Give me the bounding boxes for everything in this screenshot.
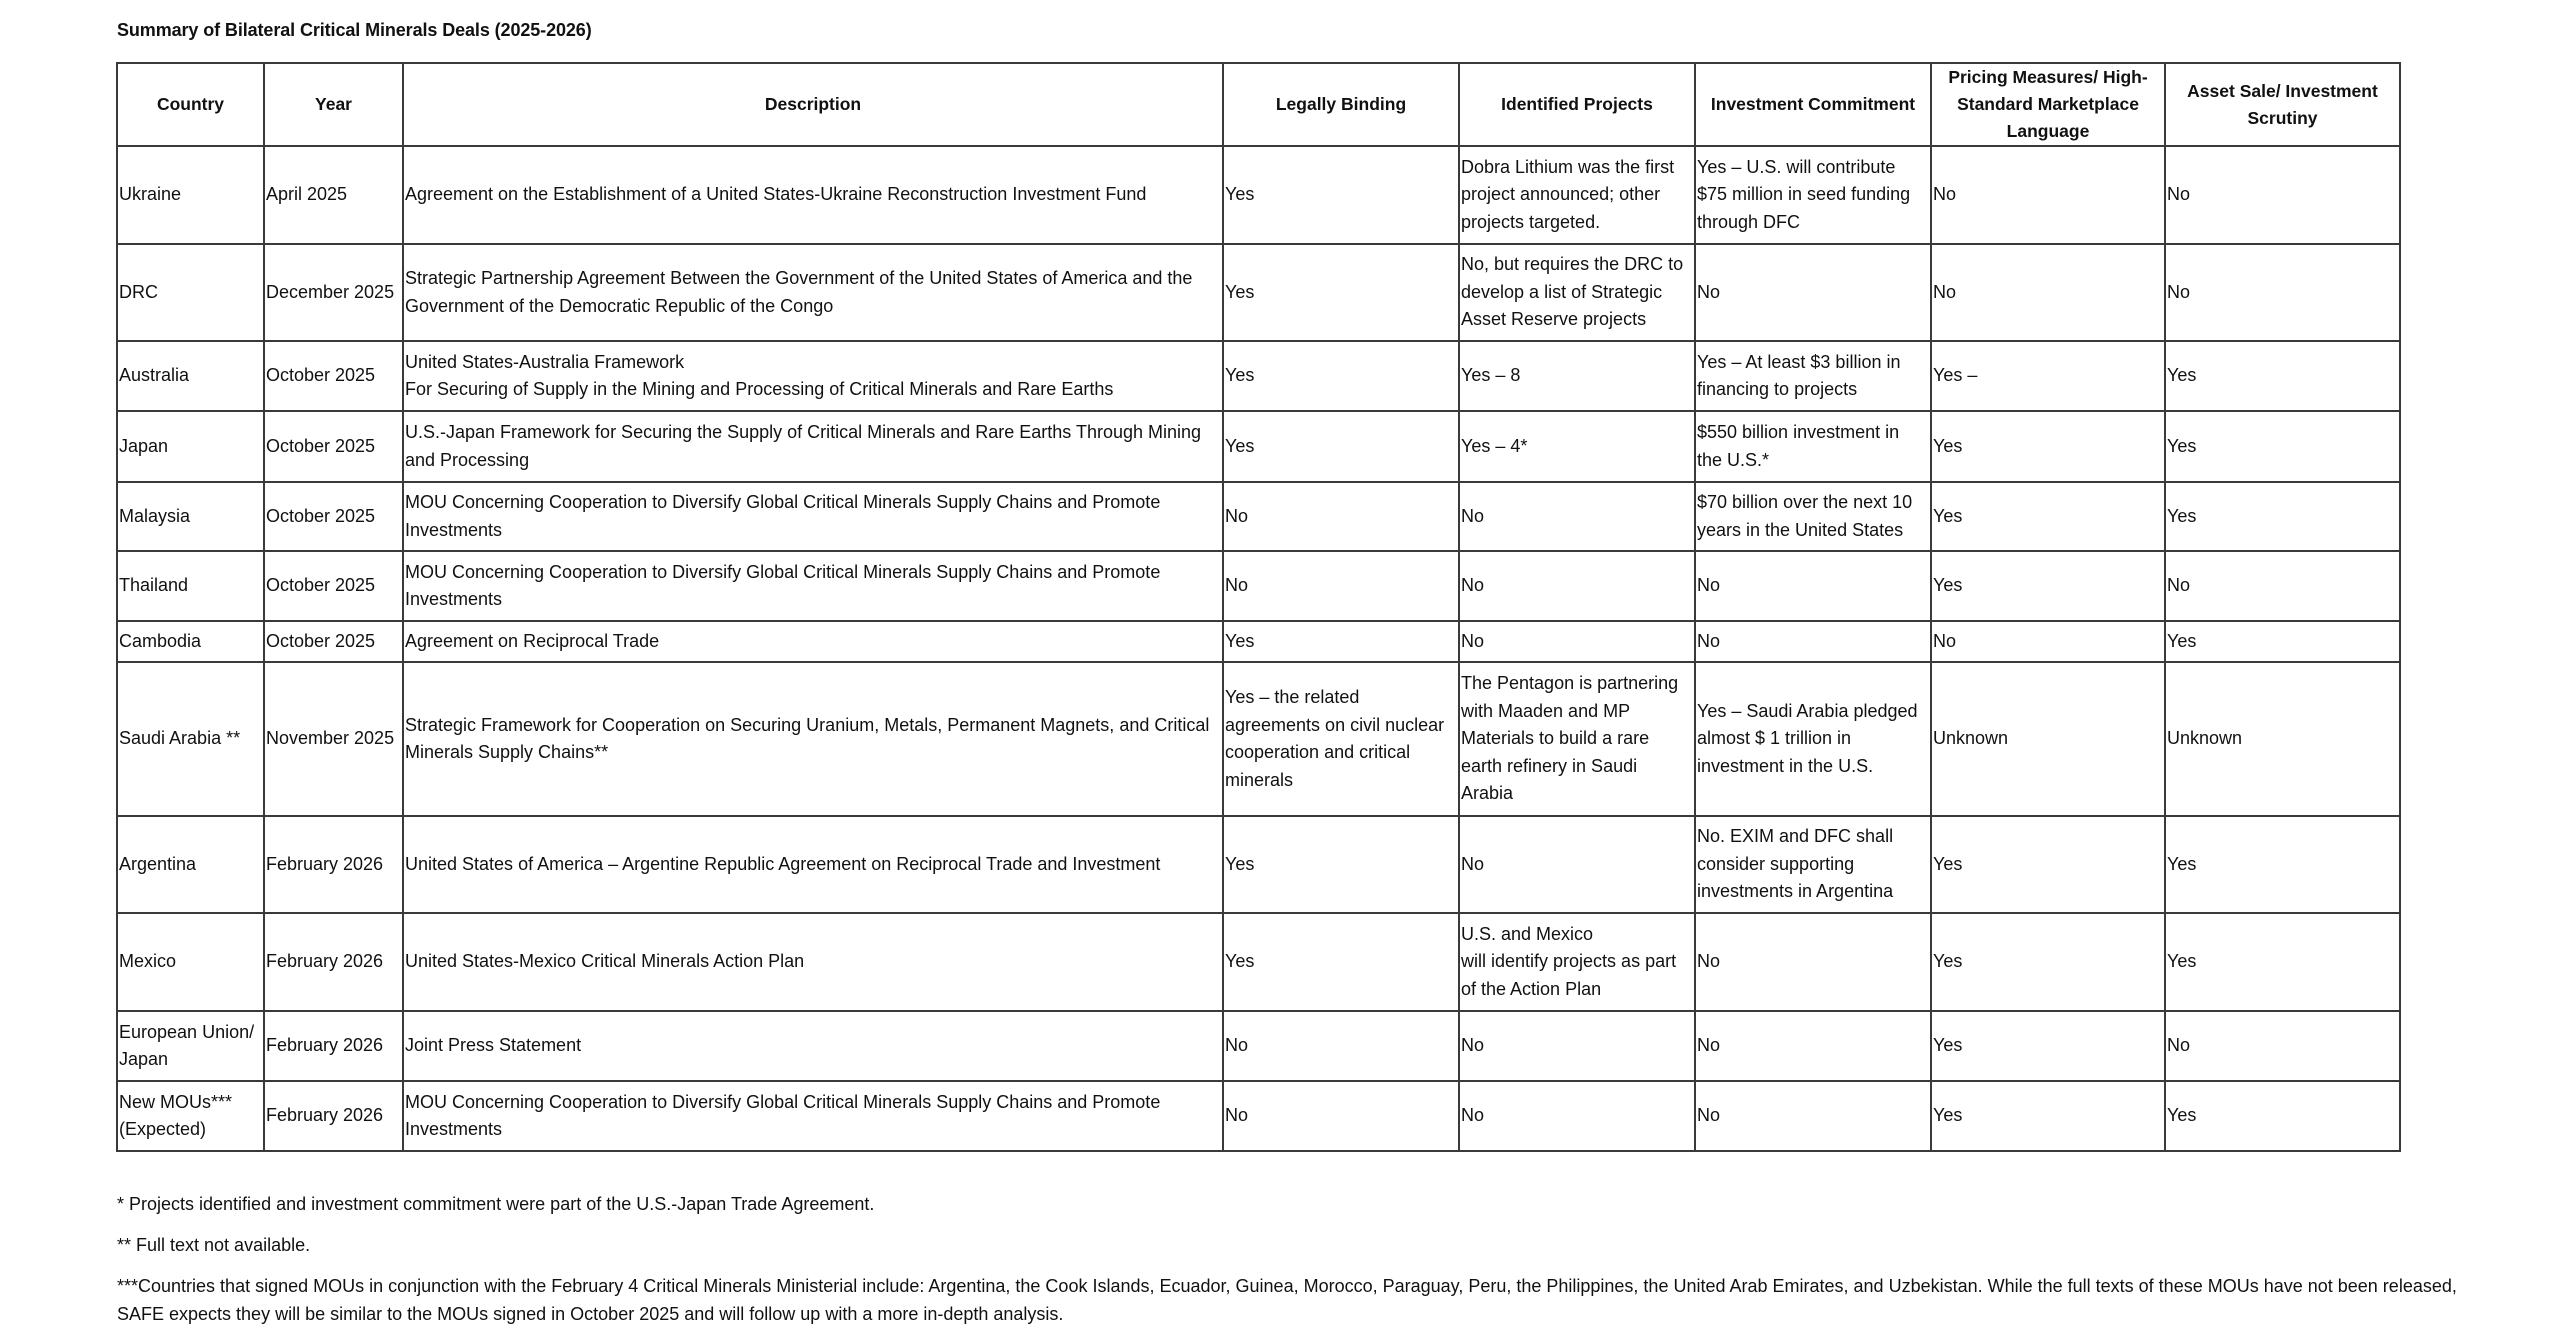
cell-legally-binding: Yes [1223, 816, 1459, 913]
cell-investment-commitment: No [1695, 1011, 1931, 1081]
cell-investment-commitment: No [1695, 1081, 1931, 1151]
table-row [117, 1081, 2400, 1151]
cell-asset-sale-scrutiny: Yes [2165, 482, 2400, 551]
cell-legally-binding: Yes [1223, 913, 1459, 1011]
cell-legally-binding: Yes [1223, 411, 1459, 482]
cell-asset-sale-scrutiny: Yes [2165, 621, 2400, 662]
cell-description: MOU Concerning Cooperation to Diversify Global Critical Minerals Supply Chains and Promote Investments [403, 551, 1223, 621]
cell-asset-sale-scrutiny: No [2165, 244, 2400, 341]
cell-year: February 2026 [264, 1011, 403, 1081]
cell-year: November 2025 [264, 662, 403, 816]
table-row [117, 816, 2400, 913]
cell-legally-binding: No [1223, 482, 1459, 551]
cell-year: February 2026 [264, 1081, 403, 1151]
cell-description: United States of America – Argentine Republic Agreement on Reciprocal Trade and Investment [403, 816, 1223, 913]
cell-description: MOU Concerning Cooperation to Diversify Global Critical Minerals Supply Chains and Promote Investments [403, 1081, 1223, 1151]
cell-identified-projects: No [1459, 482, 1695, 551]
cell-asset-sale-scrutiny: No [2165, 146, 2400, 244]
cell-pricing-measures: Yes [1931, 1081, 2165, 1151]
deals-table [116, 62, 2401, 1152]
table-row [117, 621, 2400, 662]
cell-investment-commitment: $70 billion over the next 10 years in the United States [1695, 482, 1931, 551]
table-row [117, 1011, 2400, 1081]
cell-identified-projects: No [1459, 1081, 1695, 1151]
table-row [117, 662, 2400, 816]
cell-pricing-measures: Yes – [1931, 341, 2165, 411]
cell-country: Australia [117, 341, 264, 411]
cell-investment-commitment: Yes – At least $3 billion in financing to projects [1695, 341, 1931, 411]
table-body [117, 146, 2400, 1151]
footnote-double-asterisk: ** Full text not available. [117, 1235, 311, 1255]
cell-identified-projects: No [1459, 621, 1695, 662]
cell-year: October 2025 [264, 551, 403, 621]
cell-country: Cambodia [117, 621, 264, 662]
header-year: Year [264, 63, 403, 146]
table-header-row [117, 63, 2400, 146]
cell-legally-binding: Yes [1223, 146, 1459, 244]
cell-country: Malaysia [117, 482, 264, 551]
header-country: Country [117, 63, 264, 146]
table-row [117, 482, 2400, 551]
cell-identified-projects: No [1459, 816, 1695, 913]
header-investment-commitment: Investment Commitment [1695, 63, 1931, 146]
cell-country: DRC [117, 244, 264, 341]
cell-pricing-measures: Unknown [1931, 662, 2165, 816]
header-asset-sale-scrutiny: Asset Sale/ Investment Scrutiny [2165, 63, 2400, 146]
table-row [117, 341, 2400, 411]
cell-legally-binding: No [1223, 551, 1459, 621]
cell-asset-sale-scrutiny: Yes [2165, 341, 2400, 411]
cell-legally-binding: Yes [1223, 244, 1459, 341]
cell-pricing-measures: No [1931, 244, 2165, 341]
cell-asset-sale-scrutiny: Yes [2165, 816, 2400, 913]
cell-pricing-measures: Yes [1931, 551, 2165, 621]
cell-asset-sale-scrutiny: No [2165, 1011, 2400, 1081]
table-row [117, 411, 2400, 482]
cell-description: Strategic Framework for Cooperation on Securing Uranium, Metals, Permanent Magnets, and Critical Minerals Supply Chains** [403, 662, 1223, 816]
cell-investment-commitment: No [1695, 913, 1931, 1011]
cell-country: Mexico [117, 913, 264, 1011]
cell-year: October 2025 [264, 411, 403, 482]
footnote-single-asterisk: * Projects identified and investment commitment were part of the U.S.-Japan Trade Agreement. [117, 1194, 875, 1214]
cell-pricing-measures: Yes [1931, 913, 2165, 1011]
cell-investment-commitment: No. EXIM and DFC shall consider supporting investments in Argentina [1695, 816, 1931, 913]
table-row [117, 146, 2400, 244]
cell-country: New MOUs*** (Expected) [117, 1081, 264, 1151]
header-pricing-measures: Pricing Measures/ High-Standard Marketplace Language [1931, 63, 2165, 146]
table-row [117, 244, 2400, 341]
cell-country: Japan [117, 411, 264, 482]
cell-identified-projects: No, but requires the DRC to develop a list of Strategic Asset Reserve projects [1459, 244, 1695, 341]
cell-description: United States-Mexico Critical Minerals Action Plan [403, 913, 1223, 1011]
cell-asset-sale-scrutiny: Unknown [2165, 662, 2400, 816]
cell-investment-commitment: No [1695, 244, 1931, 341]
cell-investment-commitment: Yes – U.S. will contribute $75 million in seed funding through DFC [1695, 146, 1931, 244]
cell-pricing-measures: Yes [1931, 1011, 2165, 1081]
cell-legally-binding: Yes – the related agreements on civil nuclear cooperation and critical minerals [1223, 662, 1459, 816]
cell-description: Agreement on the Establishment of a United States-Ukraine Reconstruction Investment Fund [403, 146, 1223, 244]
cell-legally-binding: Yes [1223, 341, 1459, 411]
cell-investment-commitment: No [1695, 551, 1931, 621]
cell-country: Thailand [117, 551, 264, 621]
cell-legally-binding: No [1223, 1011, 1459, 1081]
cell-year: February 2026 [264, 913, 403, 1011]
cell-country: Argentina [117, 816, 264, 913]
cell-pricing-measures: No [1931, 146, 2165, 244]
cell-year: October 2025 [264, 341, 403, 411]
header-description: Description [403, 63, 1223, 146]
cell-asset-sale-scrutiny: Yes [2165, 913, 2400, 1011]
cell-identified-projects: No [1459, 551, 1695, 621]
cell-pricing-measures: No [1931, 621, 2165, 662]
cell-description: U.S.-Japan Framework for Securing the Supply of Critical Minerals and Rare Earths Through Mining and Processing [403, 411, 1223, 482]
cell-country: Saudi Arabia ** [117, 662, 264, 816]
cell-description: Agreement on Reciprocal Trade [403, 621, 1223, 662]
cell-identified-projects: The Pentagon is partnering with Maaden and MP Materials to build a rare earth refinery in Saudi Arabia [1459, 662, 1695, 816]
cell-description: Joint Press Statement [403, 1011, 1223, 1081]
cell-country: European Union/ Japan [117, 1011, 264, 1081]
cell-asset-sale-scrutiny: Yes [2165, 1081, 2400, 1151]
cell-year: October 2025 [264, 621, 403, 662]
cell-country: Ukraine [117, 146, 264, 244]
cell-investment-commitment: $550 billion investment in the U.S.* [1695, 411, 1931, 482]
cell-identified-projects: Yes – 8 [1459, 341, 1695, 411]
cell-legally-binding: No [1223, 1081, 1459, 1151]
cell-description: United States-Australia Framework For Securing of Supply in the Mining and Processing of Critical Minerals and Rare Earths [403, 341, 1223, 411]
table-row [117, 551, 2400, 621]
table-row [117, 913, 2400, 1011]
cell-year: October 2025 [264, 482, 403, 551]
cell-identified-projects: Dobra Lithium was the first project announced; other projects targeted. [1459, 146, 1695, 244]
cell-pricing-measures: Yes [1931, 411, 2165, 482]
cell-asset-sale-scrutiny: Yes [2165, 411, 2400, 482]
header-identified-projects: Identified Projects [1459, 63, 1695, 146]
cell-asset-sale-scrutiny: No [2165, 551, 2400, 621]
footnotes [117, 1190, 2477, 1341]
header-legally-binding: Legally Binding [1223, 63, 1459, 146]
cell-identified-projects: No [1459, 1011, 1695, 1081]
cell-investment-commitment: No [1695, 621, 1931, 662]
cell-legally-binding: Yes [1223, 621, 1459, 662]
cell-pricing-measures: Yes [1931, 482, 2165, 551]
cell-identified-projects: U.S. and Mexico will identify projects as part of the Action Plan [1459, 913, 1695, 1011]
cell-description: MOU Concerning Cooperation to Diversify Global Critical Minerals Supply Chains and Promote Investments [403, 482, 1223, 551]
footnote-triple-asterisk: ***Countries that signed MOUs in conjunction with the February 4 Critical Minerals Ministerial include: Argentina, the Cook Islands, Ecuador, Guinea, Morocco, Paraguay, Peru, the Philippines, the United Arab Emirates, and Uzbekistan. While the full texts of these MOUs have not been released, SAFE expects they will be similar to the MOUs signed in October 2025 and will follow up with a more in-depth analysis. [117, 1276, 2457, 1324]
cell-year: February 2026 [264, 816, 403, 913]
cell-year: April 2025 [264, 146, 403, 244]
cell-pricing-measures: Yes [1931, 816, 2165, 913]
cell-description: Strategic Partnership Agreement Between the Government of the United States of America and the Government of the Democratic Republic of the Congo [403, 244, 1223, 341]
cell-investment-commitment: Yes – Saudi Arabia pledged almost $ 1 trillion in investment in the U.S. [1695, 662, 1931, 816]
cell-year: December 2025 [264, 244, 403, 341]
cell-identified-projects: Yes – 4* [1459, 411, 1695, 482]
document-title: Summary of Bilateral Critical Minerals Deals (2025-2026) [117, 20, 592, 40]
